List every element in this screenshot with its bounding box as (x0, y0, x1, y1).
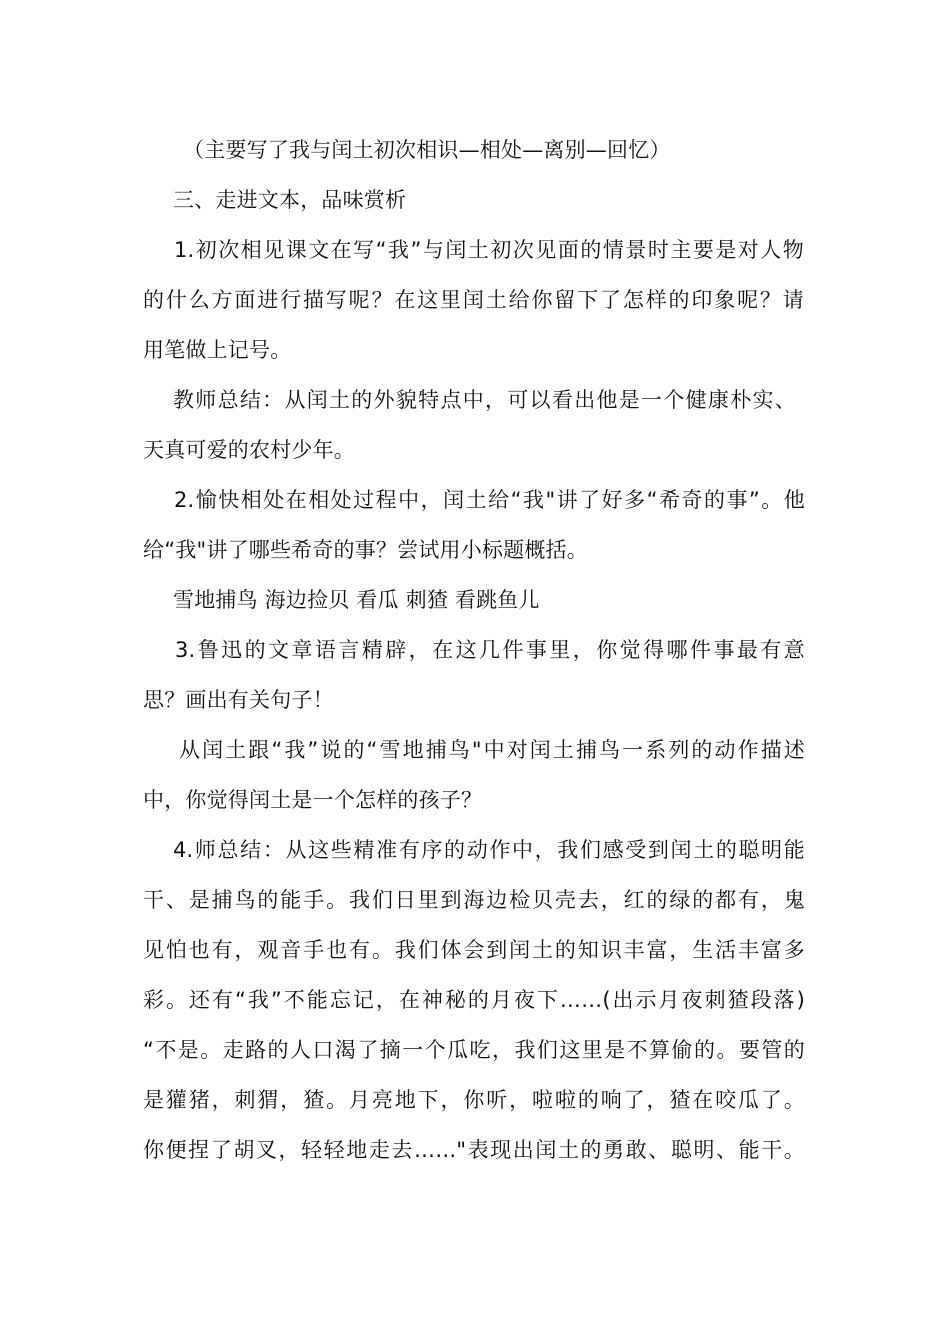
section-heading: 三、走进文本，品味赏析 (173, 188, 407, 212)
paragraph-3-line-1: 3.鲁迅的文章语言精辟，在这几件事里，你觉得哪件事最有意 (175, 638, 805, 662)
paragraph-4-line-2: 干、是捕鸟的能手。我们日里到海边检贝壳去，红的绿的都有，鬼 (143, 888, 805, 912)
teacher-summary-line-1: 教师总结：从闰土的外貌特点中，可以看出他是一个健康朴实、 (173, 388, 796, 412)
subtitle-list: 雪地捕鸟 海边捡贝 看瓜 刺猹 看跳鱼儿 (173, 588, 540, 612)
paragraph-4-line-7: 你便捏了胡叉，轻轻地走去……"表现出闰土的勇敢、聪明、能干。 (143, 1138, 805, 1162)
paragraph-4-line-3: 见怕也有，观音手也有。我们体会到闰土的知识丰富，生活丰富多 (143, 938, 805, 962)
paragraph-1-line-2: 的什么方面进行描写呢？在这里闰土给你留下了怎样的印象呢？请 (143, 288, 804, 312)
summary-line: （主要写了我与闰土初次相识—相处—离别—回忆） (183, 138, 671, 162)
question-line-2: 中，你觉得闰土是一个怎样的孩子？ (143, 788, 483, 812)
paragraph-3-line-2: 思？画出有关句子！ (143, 688, 334, 712)
paragraph-1-line-3: 用笔做上记号。 (143, 338, 292, 362)
teacher-summary-line-2: 天真可爱的农村少年。 (143, 438, 355, 462)
question-line-1: 从闰土跟“我”说的“雪地捕鸟"中对闰土捕鸟一系列的动作描述 (179, 738, 805, 762)
paragraph-4-line-6: 是獾猪，刺猬，猹。月亮地下，你听，啦啦的响了，猹在咬瓜了。 (143, 1088, 805, 1112)
paragraph-4-line-1: 4.师总结：从这些精准有序的动作中，我们感受到闰土的聪明能 (173, 838, 805, 862)
paragraph-4-line-4: 彩。还有“我”不能忘记，在神秘的月夜下……(出示月夜刺猹段落) (143, 988, 805, 1012)
paragraph-4-line-5: “不是。走路的人口渴了摘一个瓜吃，我们这里是不算偷的。要管的 (143, 1038, 805, 1062)
paragraph-2-line-2: 给“我"讲了哪些希奇的事？尝试用小标题概括。 (143, 538, 588, 562)
paragraph-1-line-1: 1.初次相见课文在写“我”与闰土初次见面的情景时主要是对人物 (174, 238, 804, 262)
paragraph-2-line-1: 2.愉快相处在相处过程中，闰土给“我"讲了好多“希奇的事”。他 (174, 488, 805, 512)
